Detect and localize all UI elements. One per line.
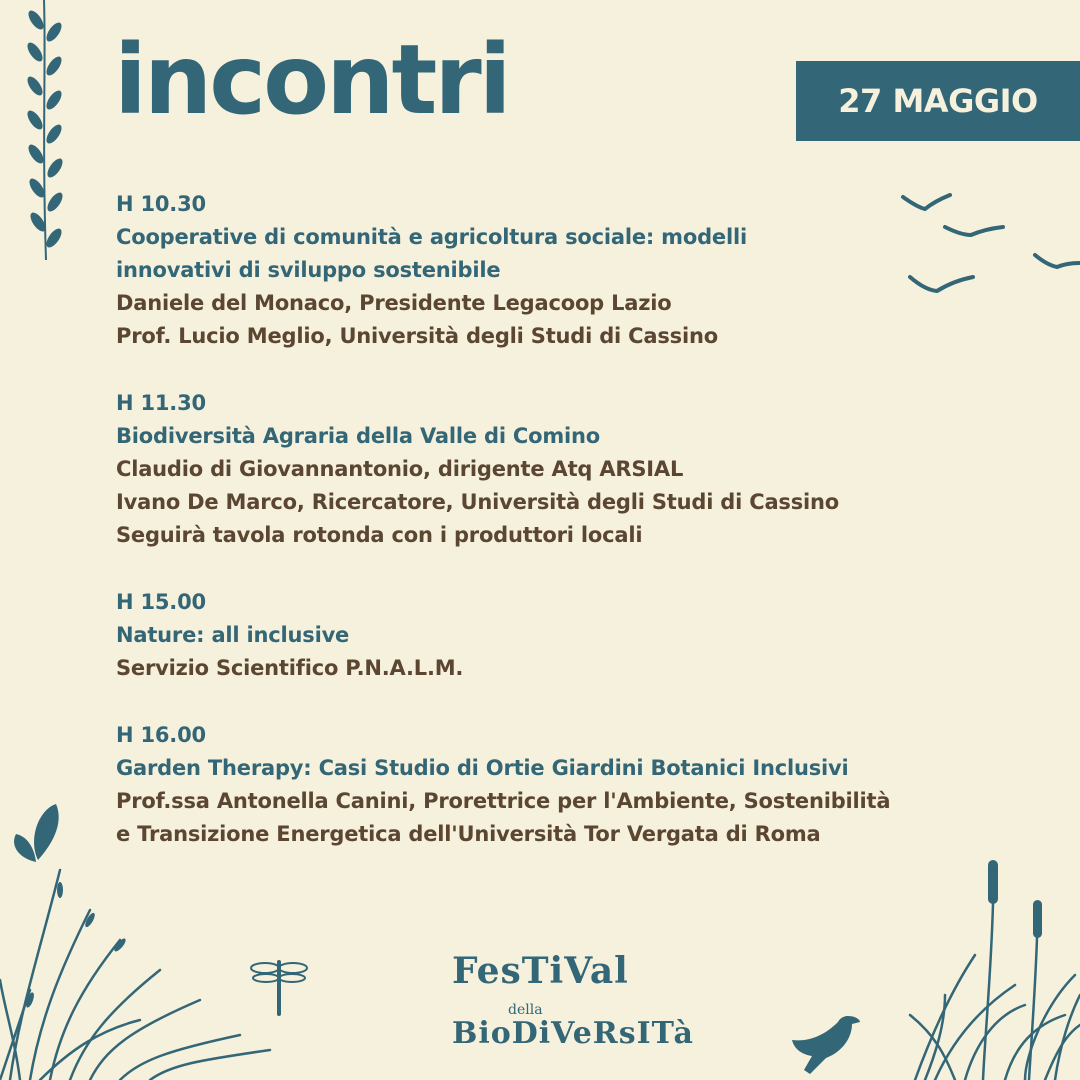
event-time: H 15.00 — [116, 590, 206, 614]
event-4 — [116, 719, 1016, 851]
event-speaker: Servizio Scientifico P.N.A.L.M. — [116, 656, 464, 680]
event-speaker: Ivano De Marco, Ricercatore, Università degli Studi di Cassino — [116, 490, 840, 514]
page-title: incontri — [114, 24, 509, 136]
event-3 — [116, 586, 1016, 685]
event-1 — [116, 188, 1016, 353]
event-speaker: Prof. Lucio Meglio, Università degli Studi di Cassino — [116, 324, 718, 348]
reeds-icon — [905, 855, 1080, 1080]
logo-line2: della — [508, 1002, 543, 1018]
event-time: H 16.00 — [116, 723, 206, 747]
event-time: H 11.30 — [116, 391, 206, 415]
logo-line1: FesTiVal — [452, 950, 629, 992]
bird-icon — [790, 1008, 862, 1080]
dragonfly-icon — [248, 958, 310, 1018]
date-badge: 27 MAGGIO — [796, 61, 1080, 141]
event-topic: Biodiversità Agraria della Valle di Comino — [116, 424, 601, 448]
leaf-vine-icon — [22, 0, 72, 270]
event-2 — [116, 387, 1016, 552]
event-speaker: Seguirà tavola rotonda con i produttori locali — [116, 523, 643, 547]
logo-line3: BioDiVeRsITà — [452, 1016, 694, 1051]
event-speaker: e Transizione Energetica dell'Università Tor Vergata di Roma — [116, 822, 821, 846]
event-topic: Cooperative di comunità e agricoltura sociale: modelli — [116, 225, 747, 249]
festival-logo — [448, 946, 694, 1056]
event-topic: Nature: all inclusive — [116, 623, 350, 647]
event-topic: Garden Therapy: Casi Studio di Ortie Giardini Botanici Inclusivi — [116, 756, 849, 780]
event-topic: innovativi di sviluppo sostenibile — [116, 258, 501, 282]
event-speaker: Daniele del Monaco, Presidente Legacoop Lazio — [116, 291, 672, 315]
event-time: H 10.30 — [116, 192, 206, 216]
event-speaker: Prof.ssa Antonella Canini, Prorettrice per l'Ambiente, Sostenibilità — [116, 789, 891, 813]
schedule — [116, 188, 1016, 885]
event-speaker: Claudio di Giovannantonio, dirigente Atq ARSIAL — [116, 457, 684, 481]
